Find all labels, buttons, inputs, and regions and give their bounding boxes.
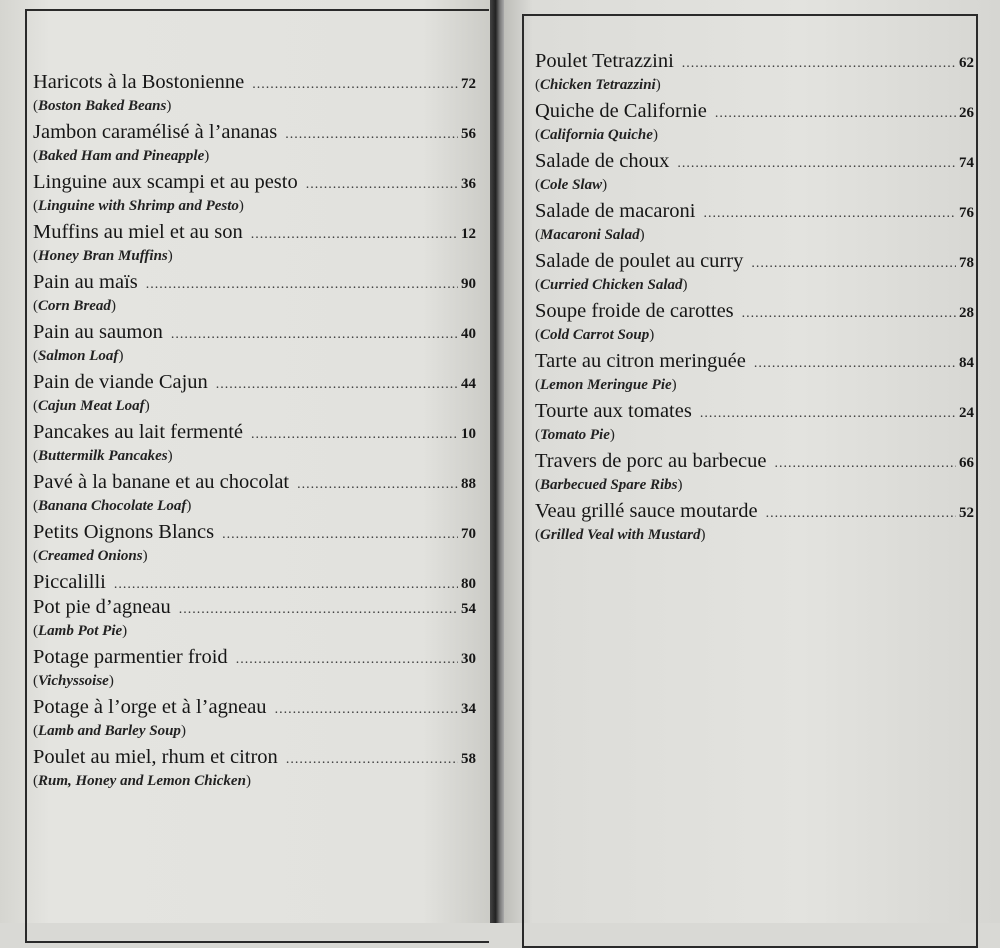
page-number: 34 [461, 701, 476, 717]
english-title: Salmon Loaf [38, 348, 119, 364]
english-title: Curried Chicken Salad [540, 277, 683, 293]
index-entry [535, 399, 974, 449]
page-number: 70 [461, 526, 476, 542]
english-title: Lamb Pot Pie [38, 623, 123, 639]
page-number: 88 [461, 476, 476, 492]
page-number: 62 [959, 55, 974, 71]
dot-leader [275, 697, 458, 722]
recipe-title: Salade de macaroni [535, 200, 696, 222]
english-title-line: (Lamb and Barley Soup) [33, 723, 186, 739]
english-title: Buttermilk Pancakes [38, 448, 168, 464]
recipe-title: Potage à l’orge et à l’agneau [33, 696, 267, 718]
page-number: 76 [959, 205, 974, 221]
english-title: Lemon Meringue Pie [540, 377, 672, 393]
dot-leader [222, 522, 458, 547]
index-entry [33, 320, 476, 370]
english-title-line: (Macaroni Salad) [535, 227, 645, 243]
english-title: Tomato Pie [540, 427, 610, 443]
page-number: 80 [461, 576, 476, 592]
dot-leader [751, 251, 956, 276]
index-entry [33, 120, 476, 170]
index-entry [535, 99, 974, 149]
dot-leader [286, 747, 458, 772]
english-title-line: (Linguine with Shrimp and Pesto) [33, 198, 244, 214]
index-entry [535, 299, 974, 349]
page-number: 74 [959, 155, 974, 171]
recipe-title: Tarte au citron meringuée [535, 350, 746, 372]
dot-leader [682, 51, 956, 76]
recipe-title: Pancakes au lait fermenté [33, 421, 244, 443]
dot-leader [715, 101, 956, 126]
dot-leader [677, 151, 956, 176]
dot-leader [216, 372, 458, 397]
page-number: 10 [461, 426, 476, 442]
page-number: 84 [959, 355, 974, 371]
recipe-title: Poulet au miel, rhum et citron [33, 746, 278, 768]
page-number: 52 [959, 505, 974, 521]
right-recipe-index [535, 49, 974, 549]
index-entry [33, 570, 476, 595]
page-number: 72 [461, 76, 476, 92]
index-entry [33, 645, 476, 695]
recipe-title: Pain de viande Cajun [33, 371, 208, 393]
recipe-title: Soupe froide de carottes [535, 300, 734, 322]
index-entry [535, 499, 974, 549]
english-title: Creamed Onions [38, 548, 143, 564]
english-title: Linguine with Shrimp and Pesto [38, 198, 239, 214]
index-entry [33, 520, 476, 570]
dot-leader [754, 351, 956, 376]
dot-leader [114, 572, 458, 597]
index-entry [535, 199, 974, 249]
index-entry [33, 220, 476, 270]
recipe-title: Potage parmentier froid [33, 646, 228, 668]
recipe-title: Veau grillé sauce moutarde [535, 500, 758, 522]
dot-leader [171, 322, 458, 347]
english-title: Grilled Veal with Mustard [540, 527, 701, 543]
english-title-line: (Corn Bread) [33, 298, 116, 314]
recipe-title: Petits Oignons Blancs [33, 521, 215, 543]
index-entry [33, 420, 476, 470]
recipe-title: Muffins au miel et au son [33, 221, 243, 243]
english-title-line: (Boston Baked Beans) [33, 98, 172, 114]
english-title: Cajun Meat Loaf [38, 398, 145, 414]
english-title-line: (Vichyssoise) [33, 673, 114, 689]
dot-leader [251, 222, 458, 247]
dot-leader [766, 501, 956, 526]
english-title: Vichyssoise [38, 673, 109, 689]
index-entry [33, 270, 476, 320]
recipe-title: Salade de choux [535, 150, 670, 172]
english-title: Chicken Tetrazzini [540, 77, 656, 93]
page-number: 56 [461, 126, 476, 142]
index-entry [33, 170, 476, 220]
dot-leader [704, 201, 956, 226]
page-number: 12 [461, 226, 476, 242]
index-entry [535, 149, 974, 199]
recipe-title: Tourte aux tomates [535, 400, 692, 422]
english-title: California Quiche [540, 127, 653, 143]
page-number: 66 [959, 455, 974, 471]
index-entry [33, 470, 476, 520]
page-number: 54 [461, 601, 476, 617]
recipe-title: Pavé à la banane et au chocolat [33, 471, 290, 493]
dot-leader [179, 597, 458, 622]
english-title: Banana Chocolate Loaf [38, 498, 187, 514]
dot-leader [742, 301, 956, 326]
english-title-line: (Curried Chicken Salad) [535, 277, 688, 293]
index-entry [33, 595, 476, 645]
index-entry [33, 695, 476, 745]
index-entry [33, 70, 476, 120]
english-title-line: (Banana Chocolate Loaf) [33, 498, 192, 514]
english-title-line: (Tomato Pie) [535, 427, 615, 443]
english-title-line: (Lamb Pot Pie) [33, 623, 128, 639]
recipe-title: Travers de porc au barbecue [535, 450, 767, 472]
left-recipe-index [33, 70, 476, 795]
page-number: 26 [959, 105, 974, 121]
page-number: 90 [461, 276, 476, 292]
english-title-line: (Barbecued Spare Ribs) [535, 477, 683, 493]
english-title: Cold Carrot Soup [540, 327, 650, 343]
page-number: 28 [959, 305, 974, 321]
english-title-line: (Cajun Meat Loaf) [33, 398, 150, 414]
dot-leader [285, 122, 458, 147]
page-number: 40 [461, 326, 476, 342]
english-title: Baked Ham and Pineapple [38, 148, 205, 164]
english-title-line: (Honey Bran Muffins) [33, 248, 173, 264]
index-entry [33, 370, 476, 420]
dot-leader [251, 422, 458, 447]
recipe-title: Pain au maïs [33, 271, 138, 293]
english-title: Cole Slaw [540, 177, 603, 193]
english-title-line: (Baked Ham and Pineapple) [33, 148, 210, 164]
english-title-line: (Grilled Veal with Mustard) [535, 527, 706, 543]
english-title: Honey Bran Muffins [38, 248, 168, 264]
dot-leader [700, 401, 956, 426]
page-number: 36 [461, 176, 476, 192]
dot-leader [252, 72, 458, 97]
page-number: 44 [461, 376, 476, 392]
recipe-title: Piccalilli [33, 571, 106, 593]
recipe-title: Salade de poulet au curry [535, 250, 744, 272]
page-number: 30 [461, 651, 476, 667]
recipe-title: Haricots à la Bostonienne [33, 71, 245, 93]
english-title-line: (Buttermilk Pancakes) [33, 448, 173, 464]
english-title: Boston Baked Beans [38, 98, 167, 114]
english-title-line: (Creamed Onions) [33, 548, 148, 564]
dot-leader [146, 272, 458, 297]
recipe-title: Jambon caramélisé à l’ananas [33, 121, 278, 143]
english-title-line: (Cole Slaw) [535, 177, 608, 193]
english-title-line: (Lemon Meringue Pie) [535, 377, 677, 393]
recipe-title: Linguine aux scampi et au pesto [33, 171, 298, 193]
page-number: 78 [959, 255, 974, 271]
english-title-line: (California Quiche) [535, 127, 658, 143]
dot-leader [297, 472, 458, 497]
index-entry [535, 449, 974, 499]
index-entry [33, 745, 476, 795]
recipe-title: Poulet Tetrazzini [535, 50, 674, 72]
dot-leader [236, 647, 458, 672]
index-entry [535, 49, 974, 99]
english-title: Rum, Honey and Lemon Chicken [38, 773, 246, 789]
page-number: 24 [959, 405, 974, 421]
dot-leader [774, 451, 956, 476]
english-title-line: (Salmon Loaf) [33, 348, 124, 364]
index-entry [535, 249, 974, 299]
english-title: Barbecued Spare Ribs [540, 477, 678, 493]
english-title-line: (Cold Carrot Soup) [535, 327, 655, 343]
english-title: Corn Bread [38, 298, 111, 314]
english-title-line: (Chicken Tetrazzini) [535, 77, 661, 93]
recipe-title: Quiche de Californie [535, 100, 707, 122]
english-title-line: (Rum, Honey and Lemon Chicken) [33, 773, 251, 789]
english-title: Macaroni Salad [540, 227, 640, 243]
english-title: Lamb and Barley Soup [38, 723, 181, 739]
index-entry [535, 349, 974, 399]
recipe-title: Pot pie d’agneau [33, 596, 171, 618]
recipe-title: Pain au saumon [33, 321, 163, 343]
page-number: 58 [461, 751, 476, 767]
book-spine [490, 0, 504, 923]
dot-leader [306, 172, 458, 197]
